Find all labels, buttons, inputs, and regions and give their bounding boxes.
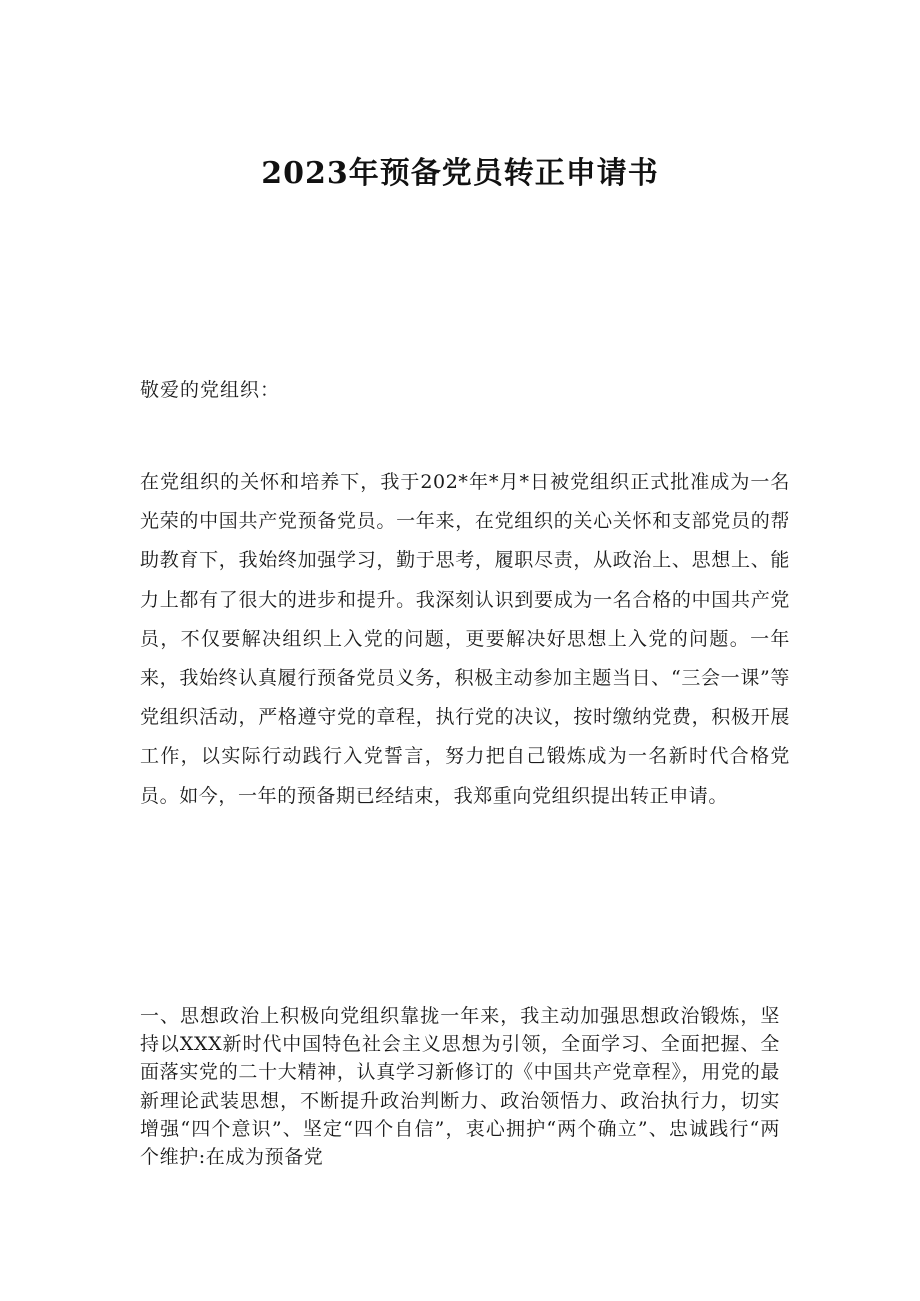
body-paragraph-1: 在党组织的关怀和培养下，我于202*年*月*日被党组织正式批准成为一名光荣的中国共产党预备党员。一年来，在党组织的关心关怀和支部党员的帮助教育下，我始终加强学习，勤于思考，履职尽责，从政治上、思想上、能力上都有了很大的进步和提升。我深刻认识到要成为一名合格的中国共产党员，不仅要解决组织上入党的问题，更要解决好思想上入党的问题。一年来，我始终认真履行预备党员义务，积极主动参加主题当日、“三会一课”等党组织活动，严格遵守党的章程，执行党的决议，按时缴纳党费，积极开展工作，以实际行动践行入党誓言，努力把自己锻炼成为一名新时代合格党员。如今，一年的预备期已经结束，我郑重向党组织提出转正申请。 [140, 471, 790, 807]
document-title: 2023年预备党员转正申请书 [261, 156, 659, 191]
body-paragraph-2: 一、思想政治上积极向党组织靠拢一年来，我主动加强思想政治锻炼，坚持以XXX新时代中国特色社会主义思想为引领，全面学习、全面把握、全面落实党的二十大精神，认真学习新修订的《中国共产党章程》，用党的最新理论武装思想，不断提升政治判断力、政治领悟力、政治执行力，切实增强“四个意识”、坚定“四个自信”，衷心拥护“两个确立”、忠诚践行“两个维护:在成为预备党 [140, 1005, 780, 1169]
salutation: 敬爱的党组织： [140, 379, 281, 401]
